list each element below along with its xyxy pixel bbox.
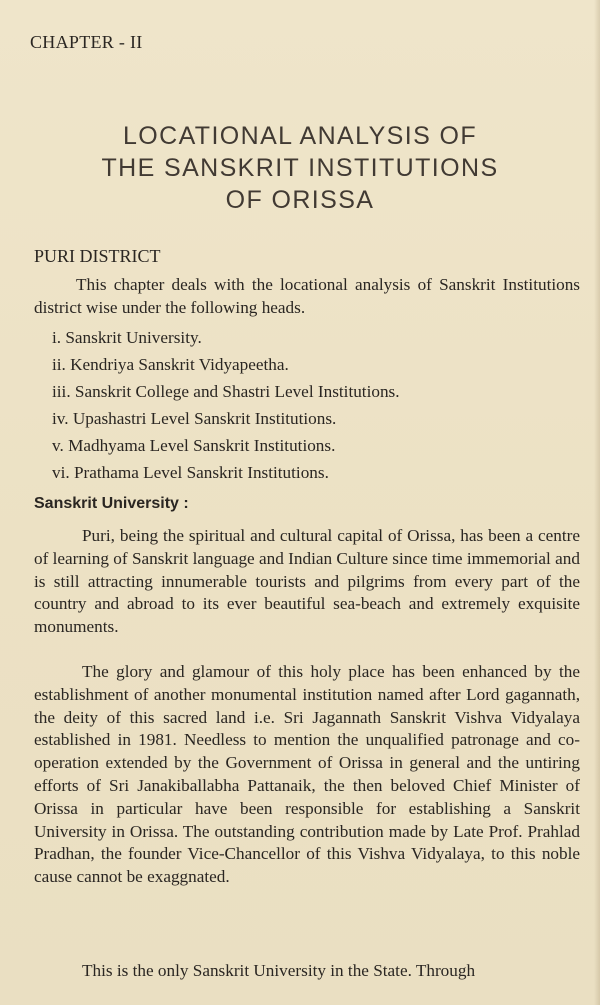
list-item: iv. Upashastri Level Sanskrit Institutions. <box>52 409 337 428</box>
heads-list <box>52 324 400 486</box>
list-item: ii. Kendriya Sanskrit Vidyapeetha. <box>52 355 289 374</box>
district-heading: PURI DISTRICT <box>34 246 161 266</box>
chapter-title <box>0 120 600 216</box>
body-paragraph: This is the only Sanskrit University in the State. Through <box>82 961 476 980</box>
title-line-1: LOCATIONAL ANALYSIS OF <box>122 122 478 150</box>
section-heading: Sanskrit University : <box>34 495 189 512</box>
title-line-3: OF ORISSA <box>225 186 375 214</box>
body-paragraph: The glory and glamour of this holy place has been enhanced by the establishment of another monumental institution named after Lord gagannath, the deity of this sacred land i.e. Sri Jagannath Sanskrit Vishva Vidyalaya established in 1981. Needless to mention the unqualified patronage and co-operation extended by the Government of Orissa in general and the untiring efforts of Sri Janakiballabha Pattanaik, the then beloved Chief Minister of Orissa in particular have been responsible for establishing a Sanskrit University in Orissa. The outstanding contribution made by Late Prof. Prahlad Pradhan, the founder Vice-Chancellor of this Vishva Vidyalaya, to this noble cause cannot be exaggnated. <box>34 662 580 887</box>
list-item: i. Sanskrit University. <box>52 328 202 347</box>
intro-paragraph: This chapter deals with the locational analysis of Sanskrit Institutions district wise under the following heads. <box>34 275 580 317</box>
title-line-2: THE SANSKRIT INSTITUTIONS <box>101 154 499 182</box>
body-paragraph: Puri, being the spiritual and cultural capital of Orissa, has been a centre of learning of Sanskrit language and Indian Culture since time immemorial and is still attracting innumerable tourists and pilgrims from every part of the country and abroad to its ever beautiful sea-beach and extremely exquisite monuments. <box>34 526 580 637</box>
chapter-label: CHAPTER - II <box>30 32 143 52</box>
list-item: vi. Prathama Level Sanskrit Institutions. <box>52 463 329 482</box>
list-item: v. Madhyama Level Sanskrit Institutions. <box>52 436 336 455</box>
list-item: iii. Sanskrit College and Shastri Level Institutions. <box>52 382 400 401</box>
page-edge-shadow <box>594 0 600 1005</box>
